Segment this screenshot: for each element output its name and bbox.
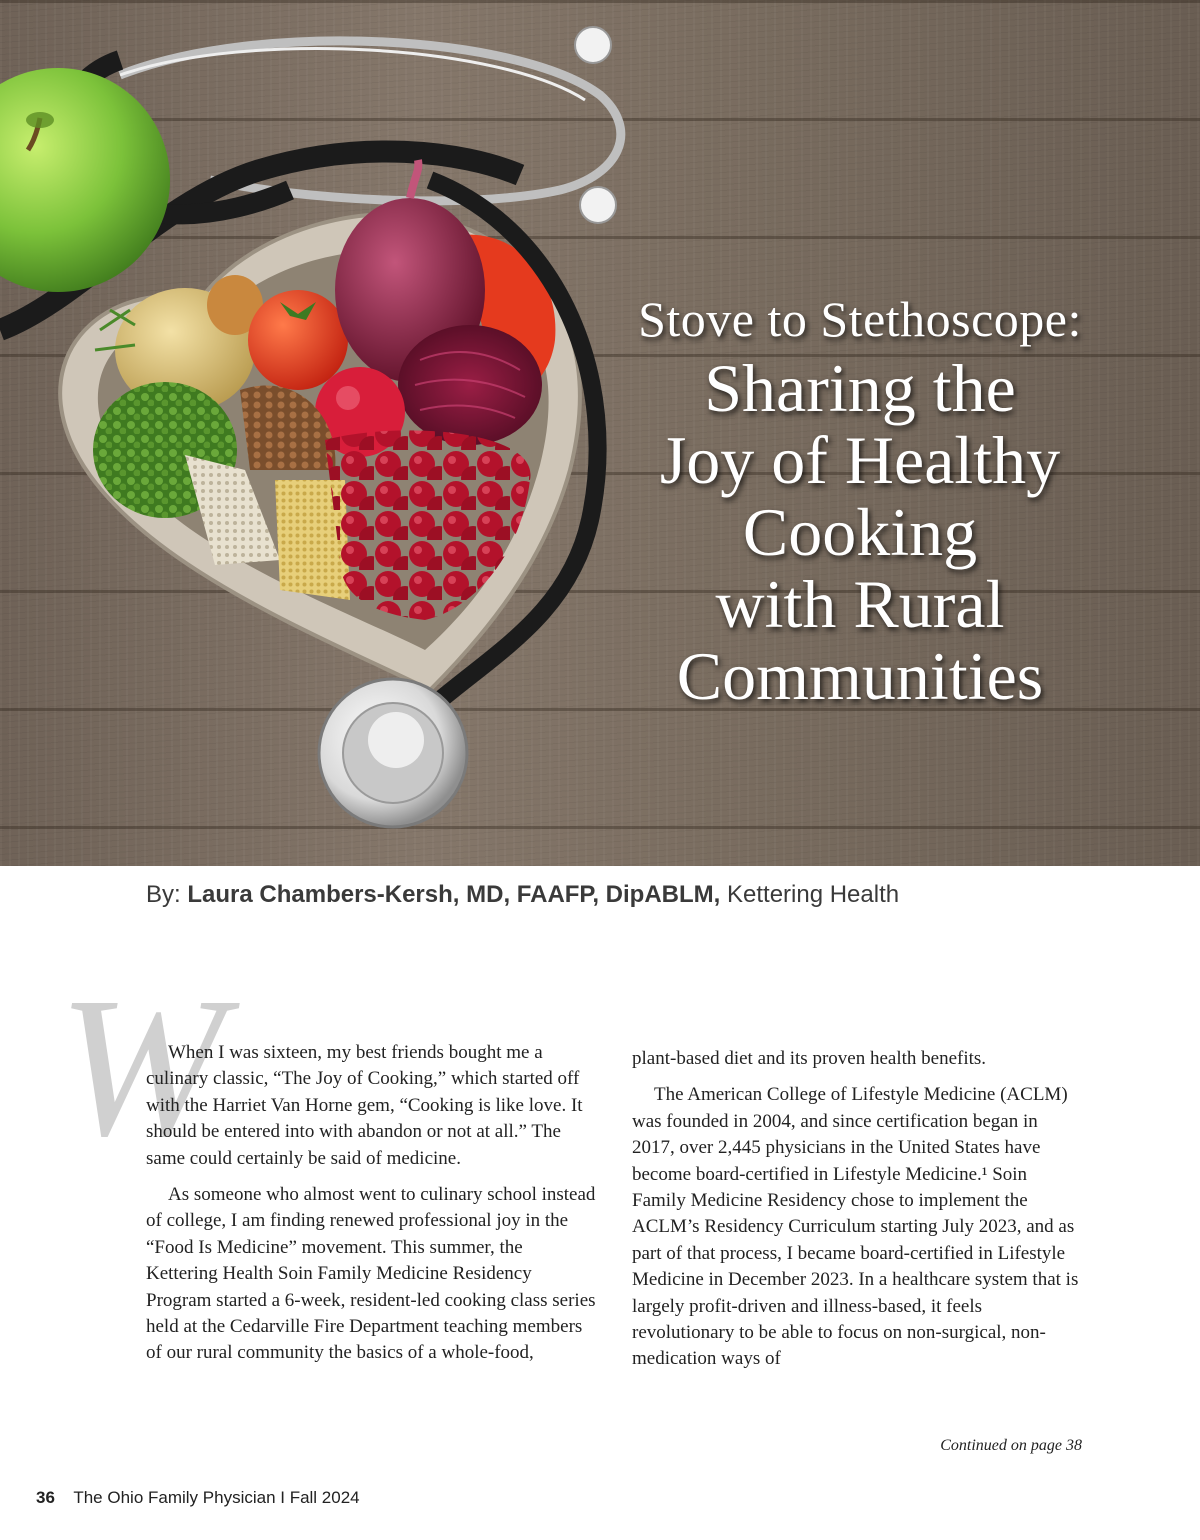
author-name: Laura Chambers-Kersh, MD, FAAFP, DipABLM, xyxy=(187,881,721,908)
title-main xyxy=(560,352,1160,712)
byline-prefix: By: xyxy=(146,881,181,908)
title-kicker: Stove to Stethoscope: xyxy=(638,291,1082,347)
body-column-right xyxy=(632,1046,1082,1383)
drop-cap: W xyxy=(58,957,225,1178)
byline xyxy=(146,881,1146,909)
paragraph: plant-based diet and its proven health benefits. xyxy=(632,1048,987,1069)
paragraph: As someone who almost went to culinary school instead of college, I am finding renewed professional joy in the “Food Is Medicine” movement. This summer, the Kettering Health Soin Family Medicine Residency Program started a 6-week, resident-led cooking class series held at the Cedarville Fire Department teaching members of our rural community the basics of a whole-food, xyxy=(146,1184,596,1364)
page-footer xyxy=(36,1488,360,1508)
continued-note: Continued on page 38 xyxy=(940,1437,1082,1454)
publication-name: The Ohio Family Physician I Fall 2024 xyxy=(73,1488,360,1507)
page-number: 36 xyxy=(36,1488,55,1507)
title-line: Joy of Healthy xyxy=(659,422,1061,498)
title-line: Cooking xyxy=(742,494,978,570)
title-line: Communities xyxy=(676,638,1044,714)
paragraph: The American College of Lifestyle Medicine (ACLM) was founded in 2004, and since certification began in 2017, over 2,445 physicians in the United States have become board-certified in Lifestyle Medicine.¹ Soin Family Medicine Residency chose to implement the ACLM’s Residency Curriculum starting July 2023, and as part of that process, I became board-certified in Lifestyle Medicine in December 2023. In a healthcare system that is largely profit-driven and illness-based, it feels revolutionary to be able to focus on non-surgical, non-medication ways of xyxy=(632,1084,1079,1370)
body-column-left xyxy=(146,1040,598,1377)
author-affiliation: Kettering Health xyxy=(727,881,900,908)
title-line: with Rural xyxy=(715,566,1005,642)
title-line: Sharing the xyxy=(704,350,1016,426)
article-title xyxy=(560,288,1160,712)
paragraph: When I was sixteen, my best friends bought me a culinary classic, “The Joy of Cooking,” which started off with the Harriet Van Horne gem, “Cooking is like love. It should be entered into with abandon or not at all.” The same could certainly be said of medicine. xyxy=(146,1042,583,1169)
